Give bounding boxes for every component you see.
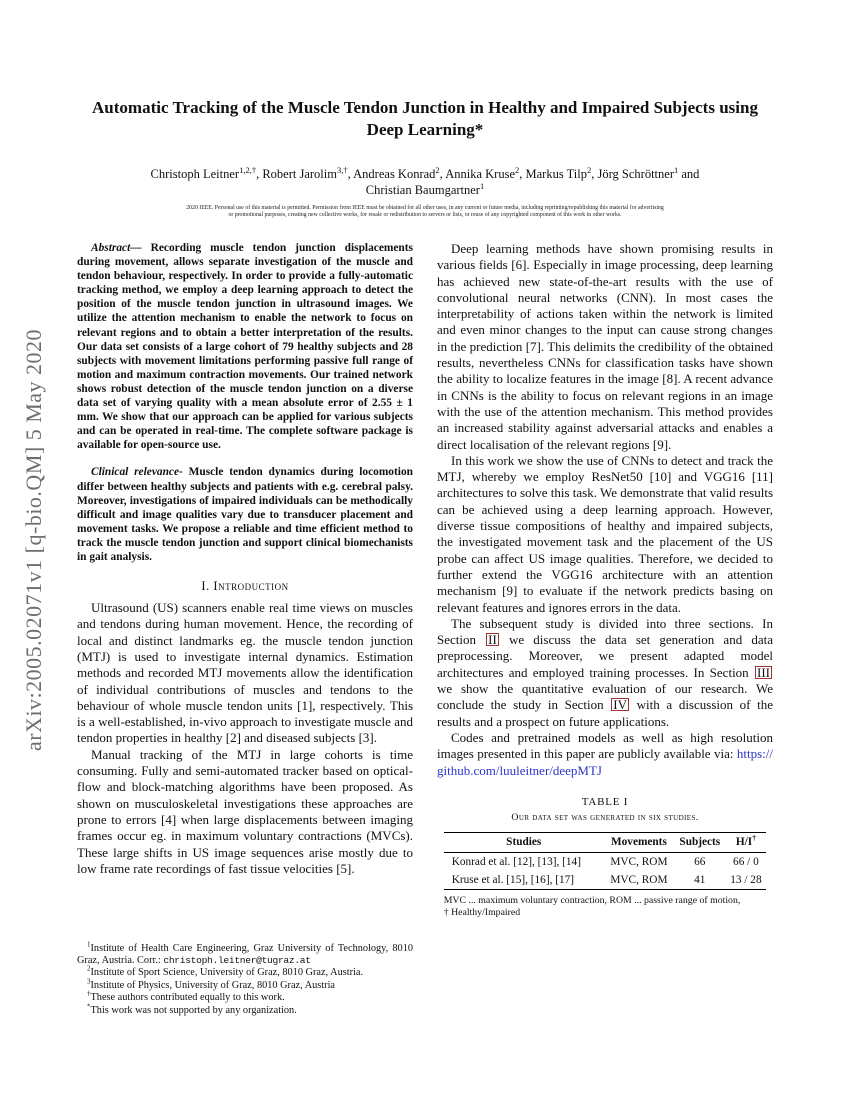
table-header-studies: Studies	[444, 832, 604, 852]
author-name: Christoph Leitner	[150, 167, 240, 181]
left-column	[77, 241, 413, 1017]
copyright-notice	[75, 205, 775, 219]
author-name: , Robert Jarolim	[256, 167, 337, 181]
author-affiliation-mark: 1,2,†	[239, 164, 257, 175]
abstract-paragraph	[77, 241, 413, 452]
table-cell-study: Kruse et al. [15], [16], [17]	[451, 873, 575, 886]
abstract-lead: Abstract—	[91, 242, 142, 254]
footnote-affiliation-3	[77, 977, 413, 992]
intro-paragraph-4: In this work we show the use of CNNs to detect and track the MTJ, whereby we employ ResNet50 [10] and VGG16 [11] architectures to solve this task. We demonstrate that valid results can be achieved using a deep learning approach. However, diverse tissue compositions of healthy and impaired subjects, the investigated movement task and the placement of the US probe can affect US image qualities. Therefore, we decided to further extend the VGG16 architecture with an attention mechanism [9] to evaluate if the network predicts basing on relevant features and ignores errors in the data.	[437, 452, 773, 615]
table-cell-subjects: 66	[694, 855, 706, 868]
footnote-marker: 3	[87, 977, 91, 986]
table-cell-hi: 13 / 28	[730, 873, 762, 886]
clinical-relevance-text: Muscle tendon dynamics during locomotion differ between healthy subjects and patients with e.g. cerebral palsy. Moreover, investigations of impaired individuals can be methodically difficult and image qualities vary due to transducer placement and movement tasks. We propose a reliable and time efficient method to track the muscle tendon junction and support clinical biomechanists in gait analysis.	[77, 466, 413, 563]
author-name: , Markus Tilp	[519, 167, 587, 181]
table-header-healthy-impaired	[726, 832, 767, 852]
section-ref-IV-link[interactable]: IV	[613, 697, 628, 713]
footnote-marker: 2	[87, 964, 91, 973]
table-row	[444, 852, 767, 871]
footnote-marker: †	[87, 989, 91, 998]
author-affiliation-mark: 1	[479, 180, 485, 191]
author-name: , Andreas Konrad	[347, 167, 436, 181]
author-affiliation-mark: 2	[587, 164, 592, 175]
paper-title-line2: Deep Learning*	[366, 120, 484, 139]
clinical-relevance-paragraph	[77, 465, 413, 564]
copyright-line2: or promotional purposes, creating new collective works, for resale or redistribution to servers or lists, or reuse of any copyrighted component of this work in other works.	[228, 212, 622, 219]
footnote-marker: *	[87, 1002, 91, 1011]
abstract-text: Recording muscle tendon junction displacements during movement, allows separate investigation of the muscle and tendon behaviour, respectively. In order to provide a fully-automatic tracking method, we employ a deep learning approach to detect the position of the muscle tendon junction in ultrasound images. We utilize the attention mechanism to enable the network to focus on relevant regions and to obtain a better interpretation of the results. Our data set consists of a large cohort of 79 healthy subjects and 28 subjects with movement limitations performing passive full range of motion and maximum contraction movements. Our trained network shows robust detection of the muscle tendon junction on a diverse data set of varying quality with a mean absolute error of 2.55 ± 1 mm. We show that our approach can be applied for various subjects and can be operated in real-time. The complete software package is available for open-source use.	[77, 242, 413, 452]
paper-title	[75, 97, 775, 141]
paragraph-text: we discuss the data set generation and data preprocessing. Moreover, we present adapted model architectures and employed training processes. In Section	[437, 632, 773, 680]
table-1-caption: Our data set was generated in six studies.	[511, 811, 699, 823]
table-cell-hi: 66 / 0	[733, 855, 759, 868]
data-table	[444, 832, 767, 890]
paragraph-text: The subsequent study is divided into three sections. In Section	[437, 615, 773, 648]
authors-line	[75, 166, 775, 198]
author-affiliation-mark: 2	[515, 164, 520, 175]
arxiv-watermark: arXiv:2005.02071v1 [q-bio.QM] 5 May 2020	[21, 328, 46, 752]
intro-paragraph-2: Manual tracking of the MTJ in large cohorts is time consuming. Fully and semi-automated tracker based on optical-flow and block-matching algorithms have been proposed. As shown on musculoskeletal investigations these approaches are prone to errors [4] when large displacements between imaging frames occur eg. in maximum voluntary contractions (MVCs). These large shifts in US image sequences arise mostly due to low frame rate recordings of fast tissue velocities [5].	[77, 746, 413, 876]
paper-title-line1: Automatic Tracking of the Muscle Tendon Junction in Healthy and Impaired Subjects using	[92, 98, 758, 117]
right-column	[437, 241, 773, 919]
table-1-block	[437, 796, 773, 919]
footnote-text: This work was not supported by any organization.	[90, 1004, 297, 1016]
author-name: , Jörg Schröttner	[591, 167, 674, 181]
dagger-mark: †	[752, 833, 756, 843]
footnote-equal-contribution	[77, 989, 413, 1004]
table-1-footnote	[444, 895, 767, 919]
paragraph-text: we show the quantitative evaluation of our research. We conclude the study in Section	[437, 681, 773, 713]
author-affiliation-mark: 1	[674, 164, 679, 175]
footnote-text: Institute of Physics, University of Graz, 8010 Graz, Austria	[90, 979, 336, 991]
section-ref-II-link[interactable]: II	[488, 632, 497, 648]
table-1-label: TABLE I	[581, 795, 629, 808]
table-header-movements: Movements	[604, 832, 674, 852]
author-name: and	[678, 167, 700, 181]
intro-paragraph-1: Ultrasound (US) scanners enable real time views on muscles and tendons during human movement. Hence, the recording of local and distinct landmarks eg. the muscle tendon junction (MTJ) is used to investigate internal dynamics. Estimation methods and recorded MTJ movements allow the identification of individual contributions of muscles and tendons to the behaviour of whole muscle tendon units [1], respectively. This is a well-established, in-vivo approach to investigate muscle and tendon properties in healthy [2] and diseased subjects [3].	[77, 600, 413, 746]
table-footnote-line2: † Healthy/Impaired	[443, 906, 521, 918]
paper-header	[75, 0, 775, 219]
footnote-funding	[77, 1002, 413, 1017]
author-name: , Annika Kruse	[439, 167, 516, 181]
table-cell-study: Konrad et al. [12], [13], [14]	[451, 855, 581, 868]
footnote-text: Institute of Sport Science, University of Graz, 8010 Graz, Austria.	[90, 967, 364, 979]
section-heading-introduction: I. Introduction	[201, 579, 289, 594]
footnote-affiliation-2	[77, 964, 413, 979]
paragraph-text: with a discussion of the results and a prospect on future applications.	[437, 697, 773, 729]
table-header-subjects: Subjects	[674, 832, 726, 852]
section-ref-III-link[interactable]: III	[757, 664, 770, 680]
author-affiliation-mark: 3,†	[336, 164, 348, 175]
author-affiliation-mark: 2	[435, 164, 440, 175]
table-row	[444, 871, 767, 890]
table-cell-subjects: 41	[694, 873, 706, 886]
footnote-marker: 1	[87, 940, 91, 949]
table-cell-movements: MVC, ROM	[610, 873, 668, 886]
first-page-footnotes	[77, 940, 413, 1017]
paragraph-text: Codes and pretrained models as well as high resolution images presented in this paper are publicly available via:	[437, 729, 773, 762]
corresponding-email: christoph.leitner@tugraz.at	[163, 954, 311, 966]
table-header-hi-text: H/I	[735, 835, 753, 848]
footnote-text: Institute of Health Care Engineering, Graz University of Technology, 8010 Graz, Austria. Corr.:	[77, 942, 413, 966]
footnote-affiliation-1	[77, 940, 413, 968]
footnote-text: These authors contributed equally to this work.	[90, 992, 285, 1004]
code-availability-paragraph	[437, 730, 773, 779]
intro-paragraph-3: Deep learning methods have shown promising results in various fields [6]. Especially in image processing, deep learning has achieved new state-of-the-art results with the use of convolutional neural networks (CNN). In most cases the interpretability of actions taken within the network is limited and even minor changes to the input can cause strong changes in the prediction [7]. This delimits the credibility of the obtained results, nevertheless CNNs for classification tasks have shown the ability to localize features in the image [8]. A recent advance in CNNs is the ability to focus on relevant regions in an image with the use of the attention mechanism. This method provides an increased stability against adversarial attacks and enables a direct localisation of the relevant regions [9].	[437, 241, 773, 452]
table-header-row	[444, 832, 767, 852]
clinical-relevance-lead: Clinical relevance-	[91, 466, 183, 479]
study-structure-paragraph	[437, 616, 773, 730]
author-name: Christian Baumgartner	[365, 183, 480, 197]
copyright-line1: 2020 IEEE. Personal use of this material is permitted. Permission from IEEE must be obtained for all other uses, in any current or future media, including reprinting/republishing this material for advertising	[186, 205, 664, 211]
table-cell-movements: MVC, ROM	[610, 855, 668, 868]
github-link[interactable]: https://github.com/luuleitner/deepMTJ	[437, 746, 773, 778]
table-footnote-line1: MVC ... maximum voluntary contraction, ROM ... passive range of motion,	[443, 894, 741, 906]
